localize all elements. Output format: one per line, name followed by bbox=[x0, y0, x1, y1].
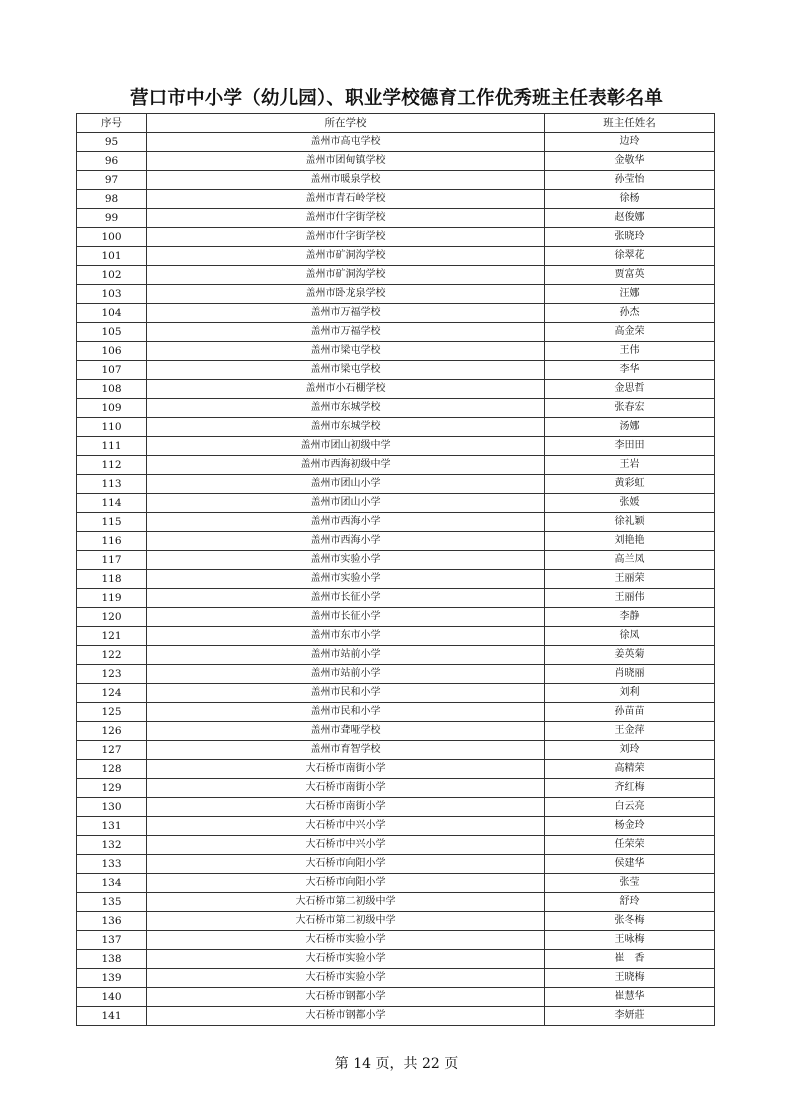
cell-serial-number: 115 bbox=[77, 513, 147, 532]
cell-school: 盖州市卧龙泉学校 bbox=[147, 285, 545, 304]
table-row bbox=[77, 722, 715, 741]
cell-teacher-name: 姜英菊 bbox=[545, 646, 715, 665]
cell-serial-number: 134 bbox=[77, 874, 147, 893]
cell-teacher-name: 王咏梅 bbox=[545, 931, 715, 950]
cell-serial-number: 116 bbox=[77, 532, 147, 551]
cell-school: 大石桥市钢都小学 bbox=[147, 1007, 545, 1026]
cell-school: 盖州市青石岭学校 bbox=[147, 190, 545, 209]
table-row bbox=[77, 760, 715, 779]
table-row bbox=[77, 152, 715, 171]
cell-school: 大石桥市钢都小学 bbox=[147, 988, 545, 1007]
cell-serial-number: 118 bbox=[77, 570, 147, 589]
cell-serial-number: 123 bbox=[77, 665, 147, 684]
cell-school: 大石桥市第二初级中学 bbox=[147, 912, 545, 931]
cell-school: 盖州市长征小学 bbox=[147, 589, 545, 608]
cell-serial-number: 99 bbox=[77, 209, 147, 228]
cell-serial-number: 136 bbox=[77, 912, 147, 931]
table-row bbox=[77, 1007, 715, 1026]
cell-school: 大石桥市南街小学 bbox=[147, 798, 545, 817]
cell-teacher-name: 崔 香 bbox=[545, 950, 715, 969]
cell-serial-number: 132 bbox=[77, 836, 147, 855]
cell-teacher-name: 高兰凤 bbox=[545, 551, 715, 570]
table-row bbox=[77, 380, 715, 399]
cell-school: 大石桥市实验小学 bbox=[147, 931, 545, 950]
cell-serial-number: 129 bbox=[77, 779, 147, 798]
table-row bbox=[77, 285, 715, 304]
cell-teacher-name: 李田田 bbox=[545, 437, 715, 456]
document-title: 营口市中小学（幼儿园）、职业学校德育工作优秀班主任表彰名单 bbox=[129, 88, 664, 109]
cell-school: 盖州市矿洞沟学校 bbox=[147, 247, 545, 266]
table-body bbox=[77, 133, 715, 1026]
cell-teacher-name: 侯建华 bbox=[545, 855, 715, 874]
cell-serial-number: 135 bbox=[77, 893, 147, 912]
table-row bbox=[77, 589, 715, 608]
cell-teacher-name: 金思哲 bbox=[545, 380, 715, 399]
cell-serial-number: 128 bbox=[77, 760, 147, 779]
cell-teacher-name: 黄彩虹 bbox=[545, 475, 715, 494]
table-row bbox=[77, 570, 715, 589]
cell-school: 盖州市东城学校 bbox=[147, 418, 545, 437]
table-row bbox=[77, 399, 715, 418]
cell-school: 盖州市西海小学 bbox=[147, 532, 545, 551]
table-row bbox=[77, 437, 715, 456]
cell-serial-number: 102 bbox=[77, 266, 147, 285]
cell-teacher-name: 王伟 bbox=[545, 342, 715, 361]
table-row bbox=[77, 817, 715, 836]
cell-school: 盖州市万福学校 bbox=[147, 304, 545, 323]
cell-serial-number: 125 bbox=[77, 703, 147, 722]
cell-school: 盖州市育智学校 bbox=[147, 741, 545, 760]
cell-school: 盖州市团甸镇学校 bbox=[147, 152, 545, 171]
cell-school: 盖州市实验小学 bbox=[147, 570, 545, 589]
cell-teacher-name: 张冬梅 bbox=[545, 912, 715, 931]
cell-serial-number: 133 bbox=[77, 855, 147, 874]
cell-serial-number: 109 bbox=[77, 399, 147, 418]
cell-school: 大石桥市向阳小学 bbox=[147, 855, 545, 874]
cell-teacher-name: 舒玲 bbox=[545, 893, 715, 912]
cell-school: 盖州市什字街学校 bbox=[147, 228, 545, 247]
cell-serial-number: 111 bbox=[77, 437, 147, 456]
cell-school: 盖州市万福学校 bbox=[147, 323, 545, 342]
cell-school: 盖州市团山小学 bbox=[147, 475, 545, 494]
cell-school: 盖州市梁屯学校 bbox=[147, 361, 545, 380]
cell-serial-number: 108 bbox=[77, 380, 147, 399]
cell-teacher-name: 边玲 bbox=[545, 133, 715, 152]
cell-teacher-name: 李妍莊 bbox=[545, 1007, 715, 1026]
cell-teacher-name: 刘玲 bbox=[545, 741, 715, 760]
cell-teacher-name: 肖晓丽 bbox=[545, 665, 715, 684]
cell-school: 盖州市小石棚学校 bbox=[147, 380, 545, 399]
cell-teacher-name: 张春宏 bbox=[545, 399, 715, 418]
cell-serial-number: 122 bbox=[77, 646, 147, 665]
cell-serial-number: 131 bbox=[77, 817, 147, 836]
table-row bbox=[77, 266, 715, 285]
cell-school: 大石桥市中兴小学 bbox=[147, 836, 545, 855]
cell-serial-number: 127 bbox=[77, 741, 147, 760]
table-row bbox=[77, 475, 715, 494]
cell-serial-number: 96 bbox=[77, 152, 147, 171]
cell-school: 盖州市聋哑学校 bbox=[147, 722, 545, 741]
cell-school: 盖州市矿洞沟学校 bbox=[147, 266, 545, 285]
table-row bbox=[77, 874, 715, 893]
cell-teacher-name: 王晓梅 bbox=[545, 969, 715, 988]
table-row bbox=[77, 684, 715, 703]
table-row bbox=[77, 931, 715, 950]
cell-serial-number: 137 bbox=[77, 931, 147, 950]
cell-teacher-name: 汪娜 bbox=[545, 285, 715, 304]
cell-serial-number: 114 bbox=[77, 494, 147, 513]
cell-serial-number: 126 bbox=[77, 722, 147, 741]
cell-serial-number: 110 bbox=[77, 418, 147, 437]
table-row bbox=[77, 456, 715, 475]
cell-serial-number: 100 bbox=[77, 228, 147, 247]
table-row bbox=[77, 171, 715, 190]
table-row bbox=[77, 361, 715, 380]
page-number: 第 14 页，共 22 页 bbox=[334, 1056, 459, 1072]
cell-serial-number: 113 bbox=[77, 475, 147, 494]
cell-teacher-name: 金敬华 bbox=[545, 152, 715, 171]
table-row bbox=[77, 741, 715, 760]
table-row bbox=[77, 950, 715, 969]
cell-teacher-name: 张媛 bbox=[545, 494, 715, 513]
cell-teacher-name: 白云亮 bbox=[545, 798, 715, 817]
cell-serial-number: 121 bbox=[77, 627, 147, 646]
table-row bbox=[77, 969, 715, 988]
cell-serial-number: 117 bbox=[77, 551, 147, 570]
cell-teacher-name: 王金萍 bbox=[545, 722, 715, 741]
cell-school: 大石桥市实验小学 bbox=[147, 950, 545, 969]
cell-teacher-name: 贾富英 bbox=[545, 266, 715, 285]
table-row bbox=[77, 912, 715, 931]
cell-school: 盖州市长征小学 bbox=[147, 608, 545, 627]
cell-serial-number: 141 bbox=[77, 1007, 147, 1026]
table-row bbox=[77, 551, 715, 570]
cell-serial-number: 106 bbox=[77, 342, 147, 361]
cell-teacher-name: 齐红梅 bbox=[545, 779, 715, 798]
cell-teacher-name: 王丽伟 bbox=[545, 589, 715, 608]
cell-teacher-name: 孙苗苗 bbox=[545, 703, 715, 722]
cell-serial-number: 124 bbox=[77, 684, 147, 703]
cell-teacher-name: 崔慧华 bbox=[545, 988, 715, 1007]
cell-school: 盖州市实验小学 bbox=[147, 551, 545, 570]
cell-teacher-name: 孙杰 bbox=[545, 304, 715, 323]
cell-school: 大石桥市南街小学 bbox=[147, 760, 545, 779]
cell-teacher-name: 张莹 bbox=[545, 874, 715, 893]
cell-school: 盖州市站前小学 bbox=[147, 665, 545, 684]
table-row bbox=[77, 494, 715, 513]
cell-school: 盖州市东城学校 bbox=[147, 399, 545, 418]
table-row bbox=[77, 665, 715, 684]
header-teacher-name: 班主任姓名 bbox=[545, 114, 715, 133]
table-row bbox=[77, 779, 715, 798]
cell-school: 盖州市民和小学 bbox=[147, 703, 545, 722]
cell-teacher-name: 刘利 bbox=[545, 684, 715, 703]
cell-serial-number: 105 bbox=[77, 323, 147, 342]
cell-serial-number: 95 bbox=[77, 133, 147, 152]
cell-serial-number: 98 bbox=[77, 190, 147, 209]
cell-serial-number: 112 bbox=[77, 456, 147, 475]
cell-school: 大石桥市向阳小学 bbox=[147, 874, 545, 893]
table-row bbox=[77, 342, 715, 361]
cell-teacher-name: 任荣荣 bbox=[545, 836, 715, 855]
cell-school: 大石桥市南街小学 bbox=[147, 779, 545, 798]
cell-teacher-name: 高金荣 bbox=[545, 323, 715, 342]
table-row bbox=[77, 646, 715, 665]
cell-school: 盖州市团山小学 bbox=[147, 494, 545, 513]
cell-school: 大石桥市第二初级中学 bbox=[147, 893, 545, 912]
cell-serial-number: 104 bbox=[77, 304, 147, 323]
cell-teacher-name: 赵俊娜 bbox=[545, 209, 715, 228]
cell-serial-number: 120 bbox=[77, 608, 147, 627]
cell-serial-number: 101 bbox=[77, 247, 147, 266]
header-serial-number: 序号 bbox=[77, 114, 147, 133]
table-row bbox=[77, 627, 715, 646]
cell-teacher-name: 徐礼颖 bbox=[545, 513, 715, 532]
header-school: 所在学校 bbox=[147, 114, 545, 133]
table-row bbox=[77, 133, 715, 152]
cell-school: 盖州市站前小学 bbox=[147, 646, 545, 665]
cell-school: 盖州市西海初级中学 bbox=[147, 456, 545, 475]
table-row bbox=[77, 836, 715, 855]
cell-school: 盖州市高屯学校 bbox=[147, 133, 545, 152]
cell-serial-number: 139 bbox=[77, 969, 147, 988]
cell-school: 大石桥市实验小学 bbox=[147, 969, 545, 988]
table-row bbox=[77, 247, 715, 266]
cell-teacher-name: 徐翠花 bbox=[545, 247, 715, 266]
table-row bbox=[77, 703, 715, 722]
cell-teacher-name: 王丽荣 bbox=[545, 570, 715, 589]
table-row bbox=[77, 798, 715, 817]
table-row bbox=[77, 418, 715, 437]
cell-teacher-name: 李华 bbox=[545, 361, 715, 380]
table-row bbox=[77, 209, 715, 228]
cell-school: 盖州市东市小学 bbox=[147, 627, 545, 646]
cell-school: 盖州市团山初级中学 bbox=[147, 437, 545, 456]
cell-teacher-name: 徐杨 bbox=[545, 190, 715, 209]
cell-teacher-name: 高精荣 bbox=[545, 760, 715, 779]
cell-teacher-name: 徐凤 bbox=[545, 627, 715, 646]
cell-school: 盖州市西海小学 bbox=[147, 513, 545, 532]
cell-school: 盖州市暖泉学校 bbox=[147, 171, 545, 190]
cell-serial-number: 130 bbox=[77, 798, 147, 817]
table-row bbox=[77, 532, 715, 551]
table-row bbox=[77, 988, 715, 1007]
table-row bbox=[77, 304, 715, 323]
table-row bbox=[77, 893, 715, 912]
cell-teacher-name: 杨金玲 bbox=[545, 817, 715, 836]
cell-school: 盖州市梁屯学校 bbox=[147, 342, 545, 361]
cell-serial-number: 138 bbox=[77, 950, 147, 969]
cell-serial-number: 119 bbox=[77, 589, 147, 608]
header-row bbox=[77, 114, 715, 133]
cell-school: 盖州市民和小学 bbox=[147, 684, 545, 703]
table-row bbox=[77, 323, 715, 342]
honor-roll-table bbox=[76, 113, 715, 1026]
cell-teacher-name: 李静 bbox=[545, 608, 715, 627]
table-row bbox=[77, 513, 715, 532]
cell-serial-number: 103 bbox=[77, 285, 147, 304]
table-row bbox=[77, 190, 715, 209]
cell-serial-number: 97 bbox=[77, 171, 147, 190]
table-row bbox=[77, 608, 715, 627]
cell-school: 大石桥市中兴小学 bbox=[147, 817, 545, 836]
cell-serial-number: 140 bbox=[77, 988, 147, 1007]
cell-teacher-name: 汤娜 bbox=[545, 418, 715, 437]
cell-teacher-name: 张晓玲 bbox=[545, 228, 715, 247]
table-row bbox=[77, 228, 715, 247]
cell-serial-number: 107 bbox=[77, 361, 147, 380]
table-row bbox=[77, 855, 715, 874]
cell-teacher-name: 孙莹怡 bbox=[545, 171, 715, 190]
cell-teacher-name: 刘艳艳 bbox=[545, 532, 715, 551]
cell-teacher-name: 王岩 bbox=[545, 456, 715, 475]
table-header bbox=[77, 114, 715, 133]
cell-school: 盖州市什字街学校 bbox=[147, 209, 545, 228]
